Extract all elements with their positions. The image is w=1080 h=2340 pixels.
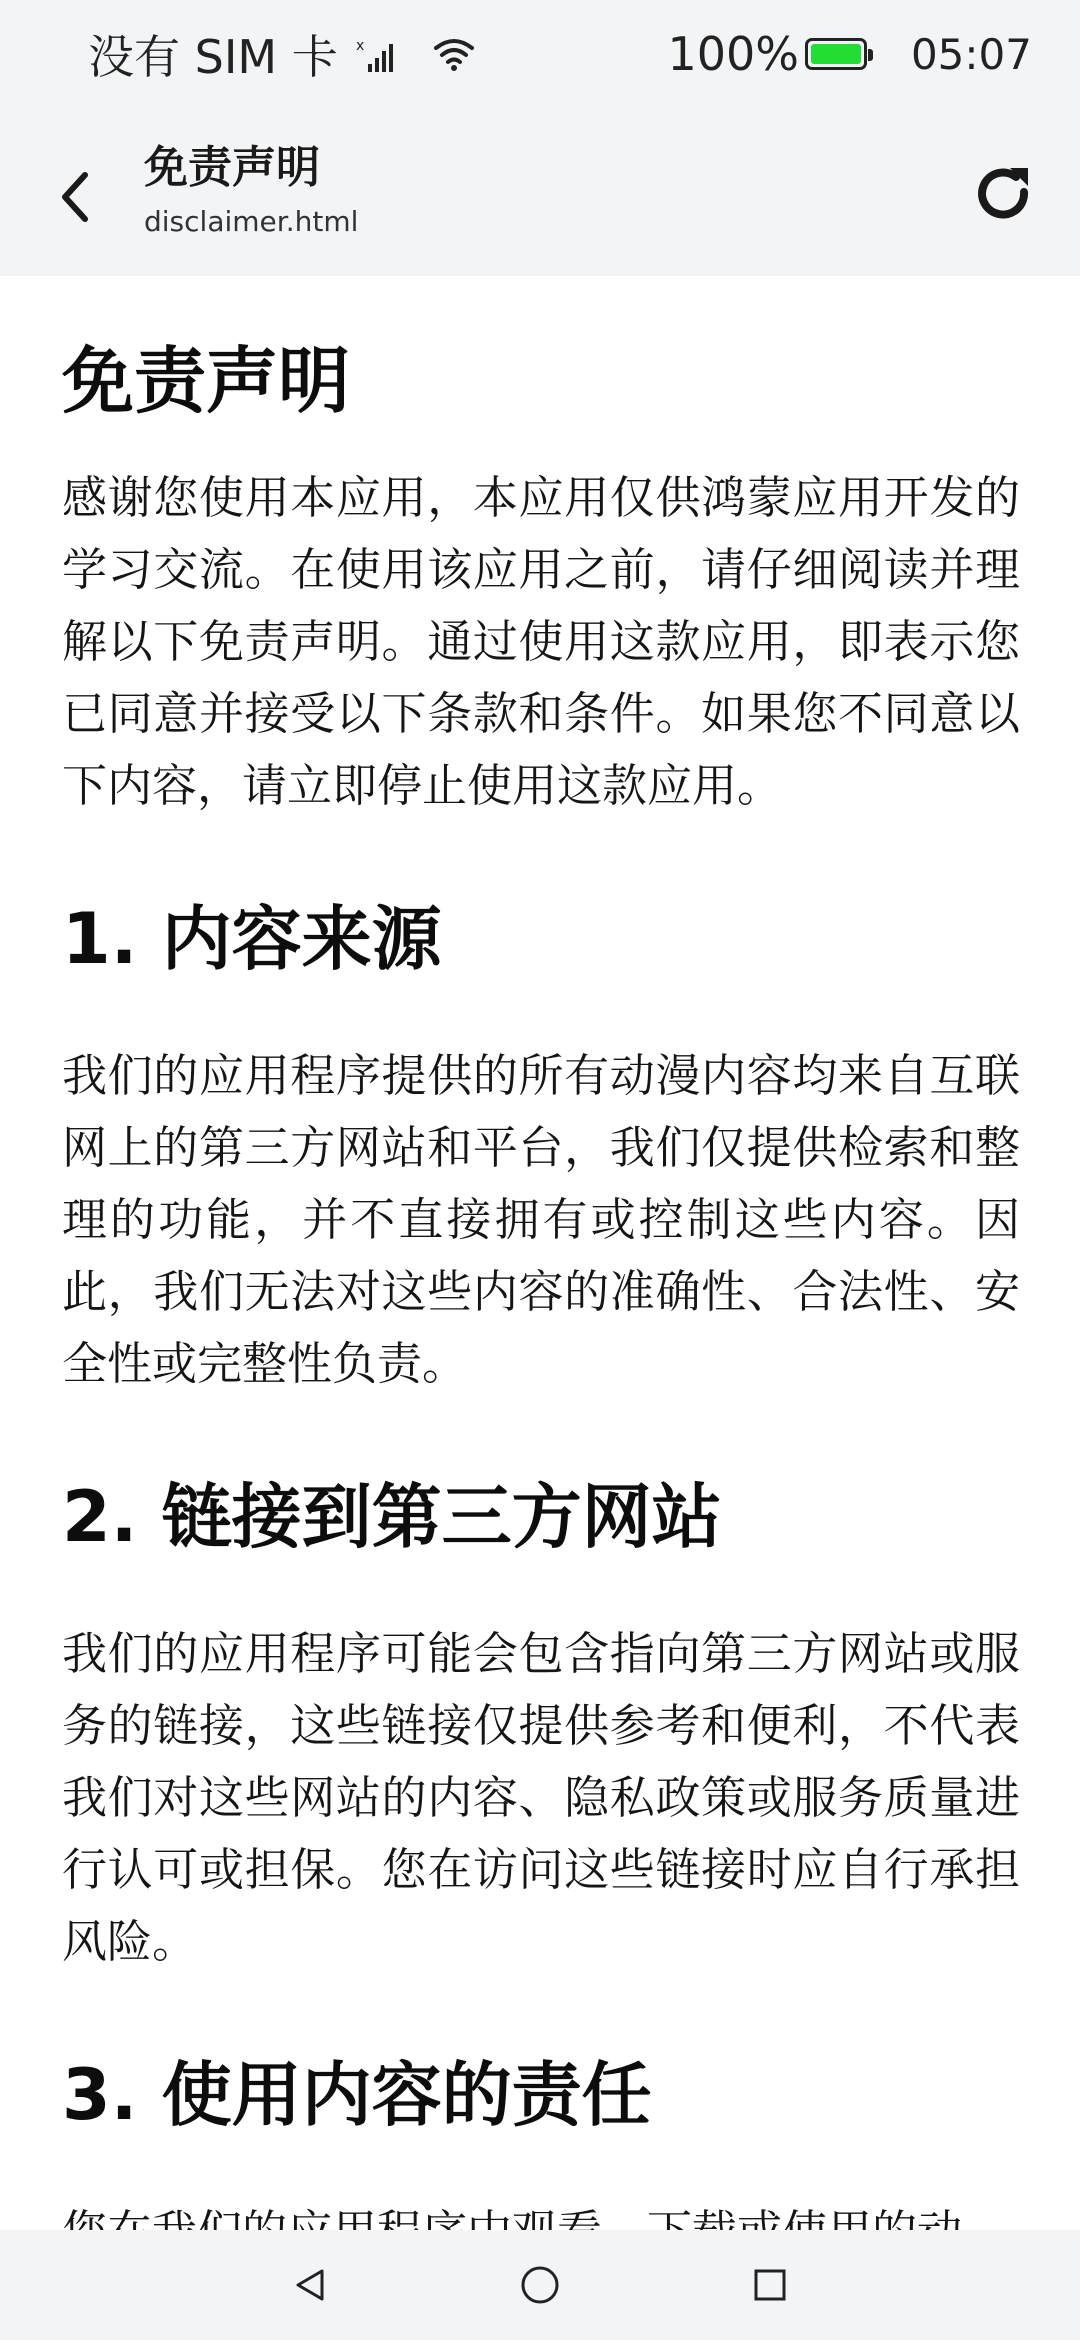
title-wrap (144, 138, 358, 242)
section-heading-content-source: 1. 内容来源 (62, 898, 442, 980)
section-text-third-party-links: 我们的应用程序可能会包含指向第三方网站或服务的链接，这些链接仅提供参考和便利，不代表我们对这些网站的内容、隐私政策或服务质量进行认可或担保。您在访问这些链接时应自行承担风险。 (62, 1627, 1020, 1968)
app-bar-title: 免责声明 (144, 142, 320, 193)
square-recents-icon (750, 2265, 790, 2305)
circle-home-icon (518, 2263, 562, 2307)
sim-status-text: 没有 SIM 卡 (88, 30, 338, 84)
battery-icon (805, 38, 867, 70)
section-text-content-source: 我们的应用程序提供的所有动漫内容均来自互联网上的第三方网站和平台，我们仅提供检索和整理的功能，并不直接拥有或控制这些内容。因此，我们无法对这些内容的准确性、合法性、安全性或完整性负责。 (62, 1049, 1020, 1390)
wifi-icon (432, 36, 476, 72)
status-bar (0, 0, 1080, 110)
nav-recents-button[interactable] (730, 2250, 810, 2320)
nav-back-button[interactable] (270, 2250, 350, 2320)
section-heading-third-party-links: 2. 链接到第三方网站 (62, 1476, 722, 1558)
nav-home-button[interactable] (500, 2250, 580, 2320)
chevron-left-icon (55, 167, 95, 227)
back-button[interactable] (40, 152, 110, 242)
section-heading-usage-responsibility: 3. 使用内容的责任 (62, 2054, 652, 2136)
document-title: 免责声明 (62, 339, 351, 423)
svg-text:x: x (355, 38, 364, 54)
content-inner (0, 276, 1080, 2268)
triangle-back-icon (290, 2265, 330, 2305)
status-right (667, 24, 1032, 84)
signal-icon (356, 34, 396, 74)
app-bar (0, 110, 1080, 276)
battery-percent: 100% (667, 27, 799, 81)
status-left (88, 24, 476, 84)
reload-button[interactable] (964, 154, 1044, 234)
web-content[interactable] (0, 276, 1080, 2230)
intro-paragraph: 感谢您使用本应用，本应用仅供鸿蒙应用开发的学习交流。在使用该应用之前，请仔细阅读并理解以下免责声明。通过使用这款应用，即表示您已同意并接受以下条款和条件。如果您不同意以下内容，请立即停止使用这款应用。 (62, 471, 1020, 812)
clock-time: 05:07 (910, 29, 1032, 79)
system-nav-bar (0, 2230, 1080, 2340)
refresh-icon (972, 162, 1036, 226)
battery-fill (811, 44, 861, 64)
app-bar-subtitle: disclaimer.html (144, 205, 359, 238)
